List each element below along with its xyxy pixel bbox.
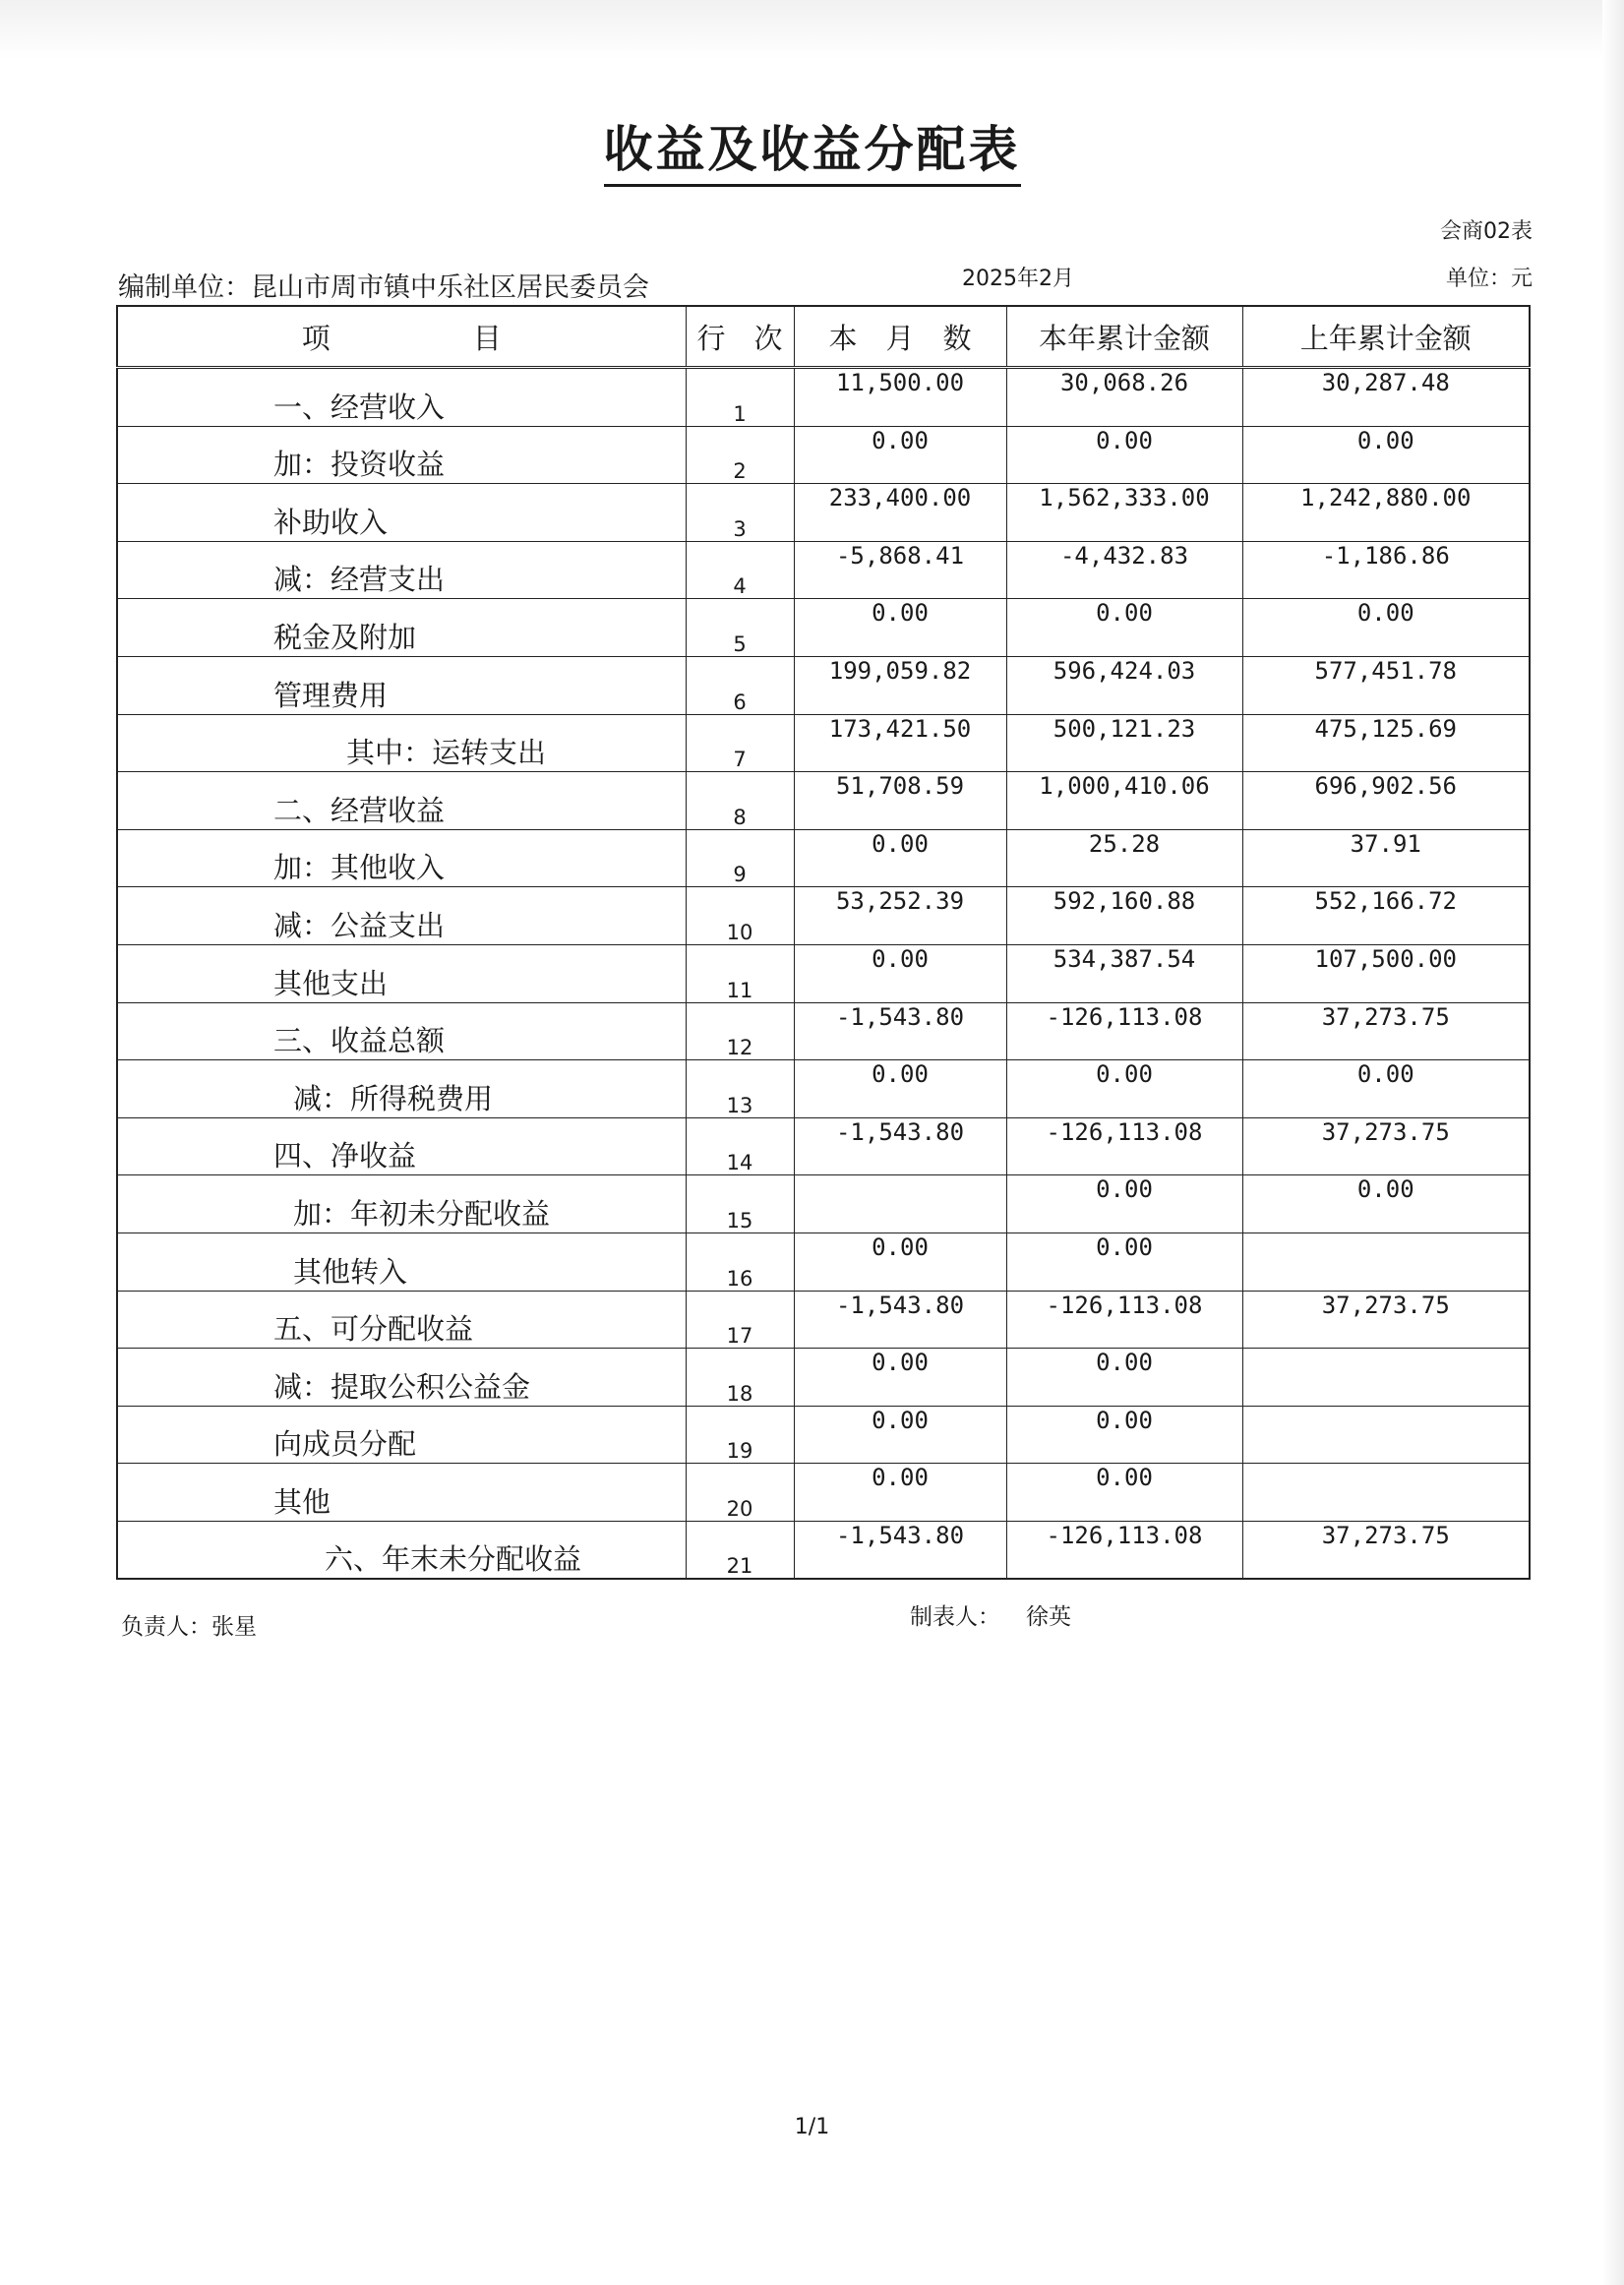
row-current-month: 11,500.00 [794,368,1006,427]
row-line-number: 2 [686,426,794,484]
row-year-to-date: 30,068.26 [1006,368,1242,427]
row-year-to-date: 592,160.88 [1006,887,1242,945]
table-body [117,368,1530,1580]
row-item-label: 减：公益支出 [117,887,686,945]
header-line-number: 行 次 [686,306,794,368]
row-year-to-date: 534,387.54 [1006,944,1242,1002]
row-prior-year: -1,186.86 [1242,541,1530,599]
row-prior-year: 577,451.78 [1242,656,1530,714]
responsible-label: 负责人： [121,1614,211,1640]
row-item-label: 三、收益总额 [117,1002,686,1060]
table-row [117,1060,1530,1118]
row-year-to-date: 0.00 [1006,1060,1242,1118]
row-line-number: 13 [686,1060,794,1118]
row-item-label: 减：所得税费用 [117,1060,686,1118]
row-prior-year: 475,125.69 [1242,714,1530,772]
income-distribution-table [116,305,1531,1580]
page-number: 1/1 [794,2115,830,2139]
row-item-label: 补助收入 [117,484,686,542]
preparing-unit: 编制单位：昆山市周市镇中乐社区居民委员会 [118,272,649,303]
row-prior-year: 37,273.75 [1242,1521,1530,1579]
row-current-month: 0.00 [794,1349,1006,1407]
row-year-to-date: -126,113.08 [1006,1117,1242,1175]
table-row [117,772,1530,830]
row-prior-year: 107,500.00 [1242,944,1530,1002]
row-current-month: -1,543.80 [794,1117,1006,1175]
header-current-month: 本 月 数 [794,306,1006,368]
table-row [117,829,1530,887]
row-current-month: 233,400.00 [794,484,1006,542]
row-item-label: 向成员分配 [117,1406,686,1464]
row-line-number: 10 [686,887,794,945]
row-current-month: 53,252.39 [794,887,1006,945]
row-year-to-date: 0.00 [1006,1464,1242,1522]
table-row [117,484,1530,542]
row-year-to-date: -4,432.83 [1006,541,1242,599]
row-year-to-date: 25.28 [1006,829,1242,887]
row-current-month [794,1175,1006,1233]
row-prior-year: 552,166.72 [1242,887,1530,945]
row-current-month: -5,868.41 [794,541,1006,599]
row-year-to-date: 0.00 [1006,426,1242,484]
scan-edge-shadow-right [1602,0,1624,2285]
table-row [117,656,1530,714]
row-line-number: 8 [686,772,794,830]
row-item-label: 管理费用 [117,656,686,714]
row-year-to-date: -126,113.08 [1006,1291,1242,1349]
row-prior-year: 37,273.75 [1242,1291,1530,1349]
row-current-month: 199,059.82 [794,656,1006,714]
row-current-month: -1,543.80 [794,1002,1006,1060]
row-item-label: 六、年末未分配收益 [117,1521,686,1579]
row-current-month: 173,421.50 [794,714,1006,772]
row-line-number: 1 [686,368,794,427]
table-row [117,1349,1530,1407]
row-item-label: 减：提取公积公益金 [117,1349,686,1407]
form-code: 会商02表 [1440,219,1533,244]
row-item-label: 税金及附加 [117,599,686,657]
row-current-month: -1,543.80 [794,1521,1006,1579]
table-row [117,1521,1530,1579]
row-current-month: 0.00 [794,1060,1006,1118]
responsible-person [121,1608,257,1641]
table-row [117,1175,1530,1233]
row-item-label: 加：其他收入 [117,829,686,887]
table-row [117,1002,1530,1060]
row-prior-year [1242,1349,1530,1407]
row-year-to-date: 500,121.23 [1006,714,1242,772]
prepared-by [910,1598,1071,1631]
reporting-period: 2025年2月 [962,267,1074,291]
row-item-label: 减：经营支出 [117,541,686,599]
row-item-label: 其他 [117,1464,686,1522]
row-item-label: 二、经营收益 [117,772,686,830]
row-line-number: 12 [686,1002,794,1060]
table-row [117,1291,1530,1349]
table-row [117,426,1530,484]
row-prior-year: 0.00 [1242,1060,1530,1118]
row-line-number: 5 [686,599,794,657]
row-line-number: 14 [686,1117,794,1175]
row-prior-year: 30,287.48 [1242,368,1530,427]
preparer-label: 制表人： [910,1604,1000,1630]
table-row [117,1233,1530,1291]
row-current-month: 0.00 [794,1233,1006,1291]
row-item-label: 加：年初未分配收益 [117,1175,686,1233]
table-row [117,1117,1530,1175]
row-year-to-date: 1,562,333.00 [1006,484,1242,542]
row-item-label: 其他支出 [117,944,686,1002]
row-year-to-date: -126,113.08 [1006,1002,1242,1060]
row-prior-year [1242,1464,1530,1522]
row-line-number: 18 [686,1349,794,1407]
table-row [117,599,1530,657]
row-item-label: 四、净收益 [117,1117,686,1175]
row-prior-year: 37,273.75 [1242,1002,1530,1060]
table-row [117,541,1530,599]
row-line-number: 9 [686,829,794,887]
row-prior-year: 1,242,880.00 [1242,484,1530,542]
row-current-month: 0.00 [794,426,1006,484]
row-prior-year [1242,1233,1530,1291]
row-year-to-date: -126,113.08 [1006,1521,1242,1579]
table-row [117,944,1530,1002]
table-row [117,714,1530,772]
row-year-to-date: 1,000,410.06 [1006,772,1242,830]
row-prior-year: 37.91 [1242,829,1530,887]
table-row [117,368,1530,427]
row-item-label: 加：投资收益 [117,426,686,484]
row-current-month: 0.00 [794,1406,1006,1464]
row-line-number: 19 [686,1406,794,1464]
row-line-number: 17 [686,1291,794,1349]
row-prior-year: 0.00 [1242,599,1530,657]
row-line-number: 16 [686,1233,794,1291]
currency-unit: 单位：元 [1445,267,1533,291]
table-row [117,887,1530,945]
row-year-to-date: 0.00 [1006,1349,1242,1407]
document-title: 收益及收益分配表 [0,110,1624,181]
row-current-month: 0.00 [794,599,1006,657]
row-prior-year: 696,902.56 [1242,772,1530,830]
row-current-month: 51,708.59 [794,772,1006,830]
row-prior-year [1242,1406,1530,1464]
row-line-number: 15 [686,1175,794,1233]
row-current-month: -1,543.80 [794,1291,1006,1349]
row-current-month: 0.00 [794,1464,1006,1522]
row-current-month: 0.00 [794,829,1006,887]
table-header-row [117,306,1530,368]
row-line-number: 6 [686,656,794,714]
row-line-number: 20 [686,1464,794,1522]
responsible-name: 张星 [211,1614,257,1640]
row-prior-year: 0.00 [1242,426,1530,484]
row-current-month: 0.00 [794,944,1006,1002]
row-year-to-date: 0.00 [1006,599,1242,657]
row-prior-year: 0.00 [1242,1175,1530,1233]
row-line-number: 7 [686,714,794,772]
row-year-to-date: 596,424.03 [1006,656,1242,714]
row-item-label: 一、经营收入 [117,368,686,427]
row-line-number: 3 [686,484,794,542]
row-item-label: 其他转入 [117,1233,686,1291]
row-item-label: 其中：运转支出 [117,714,686,772]
row-year-to-date: 0.00 [1006,1233,1242,1291]
table-row [117,1464,1530,1522]
header-year-to-date: 本年累计金额 [1006,306,1242,368]
header-item: 项 目 [117,306,686,368]
row-year-to-date: 0.00 [1006,1406,1242,1464]
preparer-name: 徐英 [1026,1604,1071,1630]
table-row [117,1406,1530,1464]
row-line-number: 4 [686,541,794,599]
row-line-number: 21 [686,1521,794,1579]
row-prior-year: 37,273.75 [1242,1117,1530,1175]
row-line-number: 11 [686,944,794,1002]
header-prior-year: 上年累计金额 [1242,306,1530,368]
row-item-label: 五、可分配收益 [117,1291,686,1349]
scan-edge-shadow [0,0,1624,59]
row-year-to-date: 0.00 [1006,1175,1242,1233]
